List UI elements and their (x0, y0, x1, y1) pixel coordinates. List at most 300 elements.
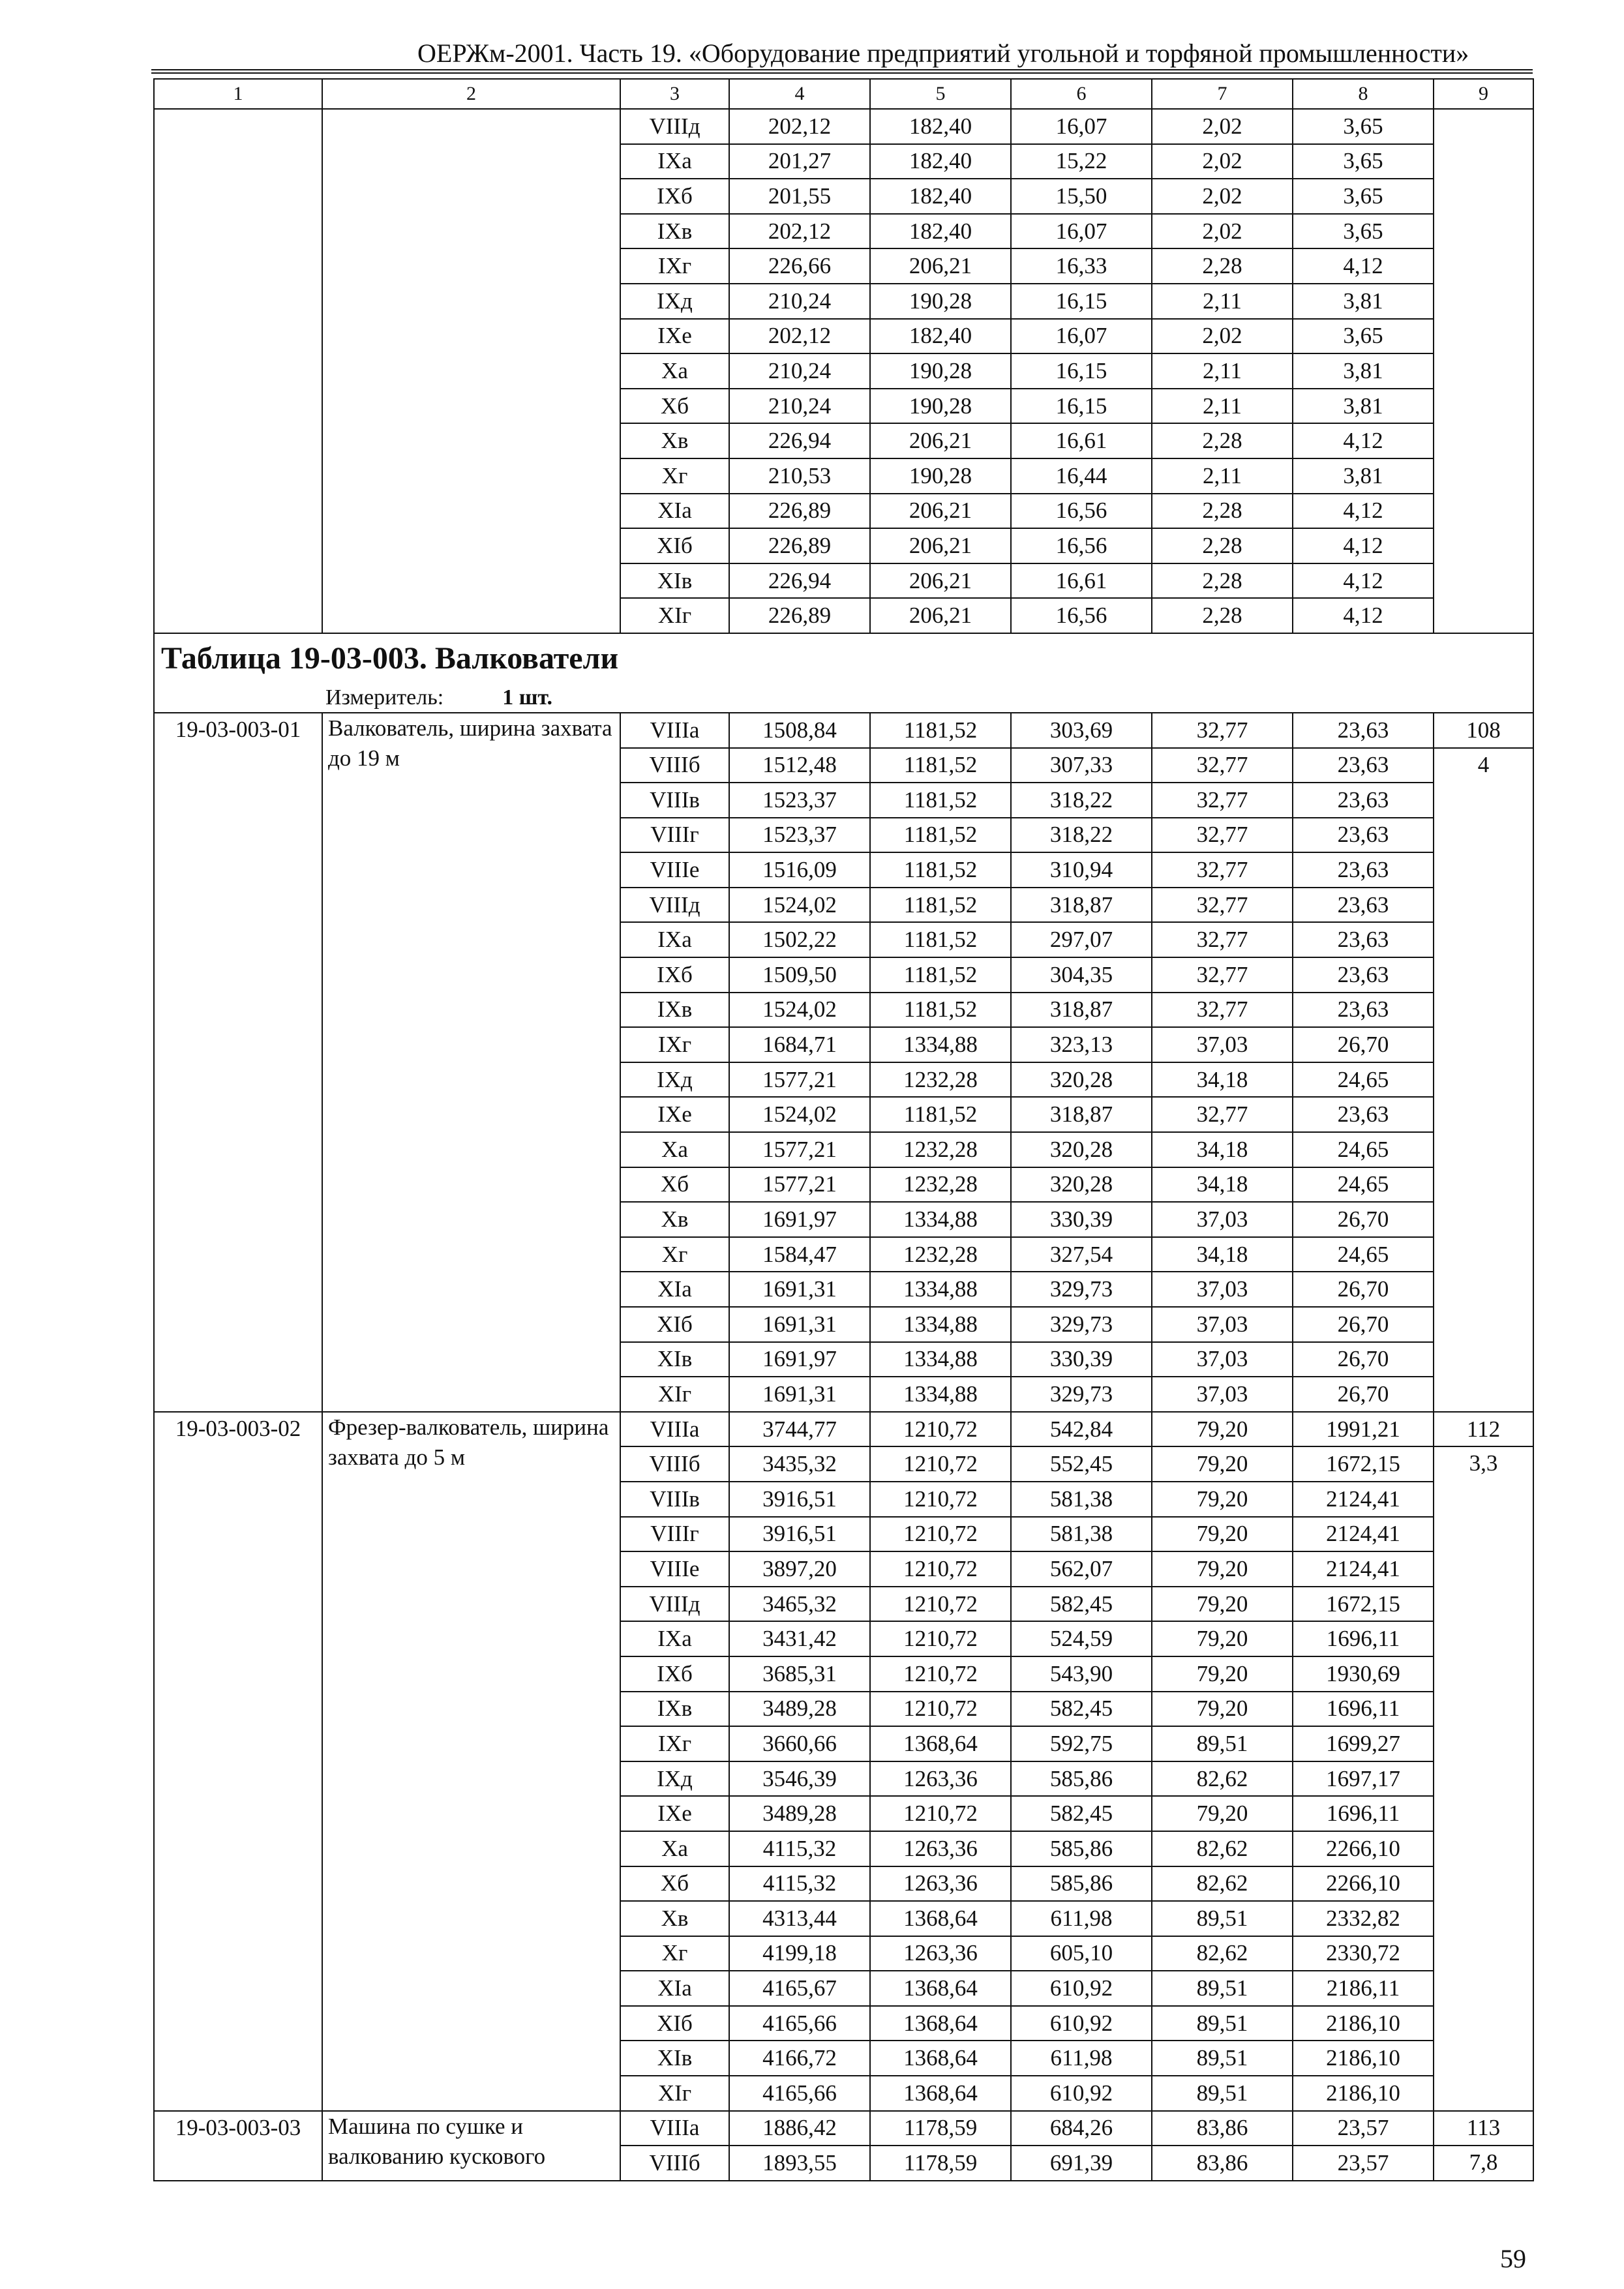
value-cell: 89,51 (1152, 2006, 1293, 2041)
item-code: 19-03-003-01 (154, 713, 322, 1412)
table-row (154, 2111, 1533, 2146)
value-cell: 32,77 (1152, 957, 1293, 993)
value-cell: 34,18 (1152, 1062, 1293, 1098)
value-cell: 1263,36 (870, 1831, 1011, 1866)
value-cell: 23,63 (1293, 748, 1434, 783)
value-cell: 34,18 (1152, 1132, 1293, 1167)
value-cell: 4313,44 (729, 1901, 870, 1936)
header-rule-2 (151, 72, 1533, 74)
value-cell: 79,20 (1152, 1621, 1293, 1656)
value-cell: 1334,88 (870, 1272, 1011, 1307)
value-cell: 226,89 (729, 598, 870, 633)
value-cell: 79,20 (1152, 1517, 1293, 1552)
zone-cell: VIIIб (620, 748, 729, 783)
value-cell: 304,35 (1011, 957, 1152, 993)
value-cell: 2186,11 (1293, 1971, 1434, 2006)
value-cell: 1210,72 (870, 1692, 1011, 1727)
value-cell: 1502,22 (729, 922, 870, 957)
value-cell: 82,62 (1152, 1831, 1293, 1866)
value-cell: 89,51 (1152, 1726, 1293, 1761)
zone-cell: IXг (620, 1726, 729, 1761)
value-cell: 585,86 (1011, 1761, 1152, 1797)
value-cell: 1334,88 (870, 1027, 1011, 1062)
value-cell: 610,92 (1011, 2076, 1152, 2111)
zone-cell: IXа (620, 144, 729, 179)
value-cell: 16,07 (1011, 109, 1152, 144)
value-cell: 2,28 (1152, 248, 1293, 284)
value-cell: 4165,66 (729, 2076, 870, 2111)
value-cell: 2,02 (1152, 144, 1293, 179)
value-cell: 23,63 (1293, 993, 1434, 1028)
value-cell: 89,51 (1152, 2041, 1293, 2076)
zone-cell: XIг (620, 2076, 729, 2111)
value-cell: 2,02 (1152, 109, 1293, 144)
value-cell: 226,89 (729, 528, 870, 563)
value-cell: 16,07 (1011, 214, 1152, 249)
value-cell: 3489,28 (729, 1796, 870, 1831)
value-cell: 318,22 (1011, 783, 1152, 818)
value-cell: 2,28 (1152, 423, 1293, 458)
value-cell: 37,03 (1152, 1202, 1293, 1237)
value-cell: 3744,77 (729, 1412, 870, 1447)
value-cell: 320,28 (1011, 1167, 1152, 1203)
value-cell: 1210,72 (870, 1551, 1011, 1587)
value-cell: 1930,69 (1293, 1656, 1434, 1692)
value-cell: 2,11 (1152, 458, 1293, 494)
value-cell: 2,28 (1152, 598, 1293, 633)
value-cell: 190,28 (870, 284, 1011, 319)
zone-cell: XIа (620, 494, 729, 529)
col9-value: 7,8 (1434, 2146, 1533, 2181)
value-cell: 16,61 (1011, 563, 1152, 599)
value-cell: 2,02 (1152, 214, 1293, 249)
column-number: 7 (1152, 79, 1293, 109)
value-cell: 206,21 (870, 563, 1011, 599)
value-cell: 1210,72 (870, 1412, 1011, 1447)
value-cell: 1524,02 (729, 888, 870, 923)
value-cell: 1368,64 (870, 1901, 1011, 1936)
value-cell: 1181,52 (870, 1097, 1011, 1132)
value-cell: 3897,20 (729, 1551, 870, 1587)
column-number: 2 (322, 79, 620, 109)
value-cell: 310,94 (1011, 852, 1152, 888)
value-cell: 1584,47 (729, 1237, 870, 1272)
value-cell: 24,65 (1293, 1167, 1434, 1203)
value-cell: 16,56 (1011, 494, 1152, 529)
value-cell: 4166,72 (729, 2041, 870, 2076)
value-cell: 4,12 (1293, 528, 1434, 563)
value-cell: 23,63 (1293, 957, 1434, 993)
value-cell: 610,92 (1011, 2006, 1152, 2041)
value-cell: 1334,88 (870, 1342, 1011, 1377)
value-cell: 23,57 (1293, 2146, 1434, 2181)
value-cell: 16,15 (1011, 389, 1152, 424)
value-cell: 1178,59 (870, 2146, 1011, 2181)
value-cell: 1368,64 (870, 2041, 1011, 2076)
value-cell: 201,55 (729, 179, 870, 214)
zone-cell: VIIIв (620, 1482, 729, 1517)
value-cell: 1210,72 (870, 1656, 1011, 1692)
value-cell: 1577,21 (729, 1167, 870, 1203)
table-title: Таблица 19-03-003. Валкователи (161, 640, 619, 676)
value-cell: 1368,64 (870, 2076, 1011, 2111)
zone-cell: IXе (620, 319, 729, 354)
value-cell: 26,70 (1293, 1377, 1434, 1412)
value-cell: 581,38 (1011, 1482, 1152, 1517)
value-cell: 1368,64 (870, 1726, 1011, 1761)
value-cell: 1691,31 (729, 1377, 870, 1412)
value-cell: 1210,72 (870, 1587, 1011, 1622)
zone-cell: VIIIе (620, 1551, 729, 1587)
zone-cell: XIб (620, 2006, 729, 2041)
value-cell: 23,63 (1293, 1097, 1434, 1132)
value-cell: 190,28 (870, 458, 1011, 494)
value-cell: 23,63 (1293, 922, 1434, 957)
table-title-cell (154, 633, 1533, 713)
unit-label: Измеритель: (325, 685, 444, 710)
value-cell: 1696,11 (1293, 1692, 1434, 1727)
value-cell: 2124,41 (1293, 1482, 1434, 1517)
value-cell: 190,28 (870, 389, 1011, 424)
item-name: Валкователь, ширина захвата до 19 м (322, 713, 620, 1412)
value-cell: 1178,59 (870, 2111, 1011, 2146)
value-cell: 1210,72 (870, 1446, 1011, 1482)
zone-cell: VIIIг (620, 818, 729, 853)
value-cell: 37,03 (1152, 1342, 1293, 1377)
value-cell: 3685,31 (729, 1656, 870, 1692)
value-cell: 1181,52 (870, 888, 1011, 923)
value-cell: 210,24 (729, 284, 870, 319)
value-cell: 610,92 (1011, 1971, 1152, 2006)
value-cell: 190,28 (870, 353, 1011, 389)
value-cell: 26,70 (1293, 1202, 1434, 1237)
value-cell: 1696,11 (1293, 1796, 1434, 1831)
value-cell: 4115,32 (729, 1831, 870, 1866)
value-cell: 1893,55 (729, 2146, 870, 2181)
value-cell: 329,73 (1011, 1377, 1152, 1412)
value-cell: 23,63 (1293, 783, 1434, 818)
value-cell: 16,15 (1011, 353, 1152, 389)
value-cell: 4165,66 (729, 2006, 870, 2041)
value-cell: 1523,37 (729, 783, 870, 818)
value-cell: 32,77 (1152, 748, 1293, 783)
col9-value: 4 (1434, 748, 1533, 1412)
value-cell: 83,86 (1152, 2146, 1293, 2181)
value-cell: 34,18 (1152, 1167, 1293, 1203)
zone-cell: VIIIб (620, 1446, 729, 1482)
column-number: 1 (154, 79, 322, 109)
value-cell: 32,77 (1152, 852, 1293, 888)
zone-cell: IXе (620, 1796, 729, 1831)
value-cell: 2,28 (1152, 528, 1293, 563)
value-cell: 3,65 (1293, 214, 1434, 249)
value-cell: 1516,09 (729, 852, 870, 888)
value-cell: 23,63 (1293, 818, 1434, 853)
value-cell: 1232,28 (870, 1062, 1011, 1098)
value-cell: 24,65 (1293, 1132, 1434, 1167)
column-number: 4 (729, 79, 870, 109)
value-cell: 83,86 (1152, 2111, 1293, 2146)
value-cell: 32,77 (1152, 922, 1293, 957)
zone-cell: IXе (620, 1097, 729, 1132)
col9-value: 113 (1434, 2111, 1533, 2146)
value-cell: 79,20 (1152, 1551, 1293, 1587)
value-cell: 1524,02 (729, 993, 870, 1028)
zone-cell: XIв (620, 563, 729, 599)
value-cell: 37,03 (1152, 1377, 1293, 1412)
value-cell: 320,28 (1011, 1132, 1152, 1167)
zone-cell: Xа (620, 1831, 729, 1866)
value-cell: 206,21 (870, 494, 1011, 529)
value-cell: 330,39 (1011, 1342, 1152, 1377)
zone-cell: Xв (620, 423, 729, 458)
value-cell: 15,50 (1011, 179, 1152, 214)
value-cell: 16,33 (1011, 248, 1152, 284)
value-cell: 4,12 (1293, 598, 1434, 633)
value-cell: 2,11 (1152, 389, 1293, 424)
value-cell: 2186,10 (1293, 2041, 1434, 2076)
value-cell: 23,63 (1293, 713, 1434, 748)
value-cell: 26,70 (1293, 1307, 1434, 1342)
value-cell: 79,20 (1152, 1446, 1293, 1482)
value-cell: 82,62 (1152, 1761, 1293, 1797)
value-cell: 3,65 (1293, 144, 1434, 179)
zone-cell: XIа (620, 1971, 729, 2006)
value-cell: 16,44 (1011, 458, 1152, 494)
zone-cell: Xв (620, 1202, 729, 1237)
value-cell: 605,10 (1011, 1936, 1152, 1971)
value-cell: 4199,18 (729, 1936, 870, 1971)
value-cell: 202,12 (729, 109, 870, 144)
value-cell: 3,65 (1293, 109, 1434, 144)
value-cell: 1368,64 (870, 1971, 1011, 2006)
value-cell: 1181,52 (870, 818, 1011, 853)
value-cell: 3431,42 (729, 1621, 870, 1656)
value-cell: 3,65 (1293, 319, 1434, 354)
zone-cell: VIIIв (620, 783, 729, 818)
zone-cell: XIв (620, 1342, 729, 1377)
value-cell: 4115,32 (729, 1866, 870, 1902)
value-cell: 202,12 (729, 214, 870, 249)
value-cell: 37,03 (1152, 1307, 1293, 1342)
value-cell: 2,02 (1152, 179, 1293, 214)
table-title-row (154, 633, 1533, 713)
zone-cell: VIIIд (620, 1587, 729, 1622)
value-cell: 1232,28 (870, 1132, 1011, 1167)
item-code: 19-03-003-02 (154, 1412, 322, 2111)
value-cell: 2186,10 (1293, 2006, 1434, 2041)
zone-cell: IXв (620, 214, 729, 249)
value-cell: 4165,67 (729, 1971, 870, 2006)
zone-cell: Xа (620, 1132, 729, 1167)
value-cell: 1512,48 (729, 748, 870, 783)
unit-line (155, 676, 1533, 710)
value-cell: 543,90 (1011, 1656, 1152, 1692)
zone-cell: IXд (620, 1062, 729, 1098)
value-cell: 4,12 (1293, 248, 1434, 284)
value-cell: 562,07 (1011, 1551, 1152, 1587)
value-cell: 1210,72 (870, 1517, 1011, 1552)
value-cell: 1691,31 (729, 1307, 870, 1342)
column-number: 9 (1434, 79, 1533, 109)
value-cell: 16,15 (1011, 284, 1152, 319)
col9-value: 3,3 (1434, 1446, 1533, 2110)
value-cell: 2,28 (1152, 494, 1293, 529)
column-number-row (154, 79, 1533, 109)
value-cell: 329,73 (1011, 1272, 1152, 1307)
col9-value: 108 (1434, 713, 1533, 748)
column-number: 6 (1011, 79, 1152, 109)
value-cell: 182,40 (870, 144, 1011, 179)
zone-cell: IXд (620, 284, 729, 319)
zone-cell: Xг (620, 1936, 729, 1971)
zone-cell: XIб (620, 528, 729, 563)
value-cell: 182,40 (870, 319, 1011, 354)
value-cell: 182,40 (870, 214, 1011, 249)
value-cell: 1691,97 (729, 1202, 870, 1237)
col9-cell (1434, 109, 1533, 633)
zone-cell: XIг (620, 598, 729, 633)
value-cell: 32,77 (1152, 888, 1293, 923)
value-cell: 611,98 (1011, 1901, 1152, 1936)
zone-cell: Xб (620, 1167, 729, 1203)
value-cell: 327,54 (1011, 1237, 1152, 1272)
value-cell: 79,20 (1152, 1656, 1293, 1692)
value-cell: 3,81 (1293, 458, 1434, 494)
value-cell: 585,86 (1011, 1831, 1152, 1866)
value-cell: 1334,88 (870, 1202, 1011, 1237)
value-cell: 79,20 (1152, 1482, 1293, 1517)
value-cell: 82,62 (1152, 1866, 1293, 1902)
value-cell: 1509,50 (729, 957, 870, 993)
code-cell (154, 109, 322, 633)
value-cell: 26,70 (1293, 1027, 1434, 1062)
value-cell: 79,20 (1152, 1412, 1293, 1447)
value-cell: 32,77 (1152, 818, 1293, 853)
value-cell: 691,39 (1011, 2146, 1152, 2181)
value-cell: 1886,42 (729, 2111, 870, 2146)
zone-cell: VIIIг (620, 1517, 729, 1552)
page-number: 59 (1500, 2244, 1526, 2273)
value-cell: 202,12 (729, 319, 870, 354)
value-cell: 23,63 (1293, 888, 1434, 923)
value-cell: 318,22 (1011, 818, 1152, 853)
value-cell: 1699,27 (1293, 1726, 1434, 1761)
value-cell: 2,02 (1152, 319, 1293, 354)
value-cell: 32,77 (1152, 783, 1293, 818)
value-cell: 26,70 (1293, 1342, 1434, 1377)
value-cell: 1232,28 (870, 1167, 1011, 1203)
value-cell: 1697,17 (1293, 1761, 1434, 1797)
value-cell: 2330,72 (1293, 1936, 1434, 1971)
value-cell: 226,66 (729, 248, 870, 284)
value-cell: 226,94 (729, 563, 870, 599)
value-cell: 297,07 (1011, 922, 1152, 957)
value-cell: 206,21 (870, 248, 1011, 284)
value-cell: 323,13 (1011, 1027, 1152, 1062)
column-number: 5 (870, 79, 1011, 109)
value-cell: 206,21 (870, 528, 1011, 563)
value-cell: 79,20 (1152, 1796, 1293, 1831)
zone-cell: VIIIд (620, 109, 729, 144)
value-cell: 16,56 (1011, 598, 1152, 633)
item-name: Фрезер-валкователь, ширина захвата до 5 м (322, 1412, 620, 2111)
value-cell: 1181,52 (870, 922, 1011, 957)
zone-cell: VIIIб (620, 2146, 729, 2181)
value-cell: 1334,88 (870, 1377, 1011, 1412)
value-cell: 210,24 (729, 353, 870, 389)
value-cell: 82,62 (1152, 1936, 1293, 1971)
price-table (153, 78, 1534, 2181)
value-cell: 26,70 (1293, 1272, 1434, 1307)
running-header: ОЕРЖм-2001. Часть 19. «Оборудование предприятий угольной и торфяной промышленности» (417, 38, 1469, 68)
value-cell: 3,81 (1293, 284, 1434, 319)
value-cell: 1523,37 (729, 818, 870, 853)
value-cell: 1508,84 (729, 713, 870, 748)
value-cell: 182,40 (870, 109, 1011, 144)
value-cell: 320,28 (1011, 1062, 1152, 1098)
value-cell: 1181,52 (870, 852, 1011, 888)
zone-cell: IXв (620, 993, 729, 1028)
value-cell: 2124,41 (1293, 1517, 1434, 1552)
value-cell: 2,11 (1152, 284, 1293, 319)
value-cell: 1691,97 (729, 1342, 870, 1377)
value-cell: 2266,10 (1293, 1866, 1434, 1902)
value-cell: 581,38 (1011, 1517, 1152, 1552)
value-cell: 37,03 (1152, 1272, 1293, 1307)
value-cell: 592,75 (1011, 1726, 1152, 1761)
col9-value: 112 (1434, 1412, 1533, 1447)
value-cell: 552,45 (1011, 1446, 1152, 1482)
value-cell: 2332,82 (1293, 1901, 1434, 1936)
zone-cell: VIIIе (620, 852, 729, 888)
value-cell: 79,20 (1152, 1587, 1293, 1622)
value-cell: 3,81 (1293, 353, 1434, 389)
zone-cell: XIб (620, 1307, 729, 1342)
value-cell: 37,03 (1152, 1027, 1293, 1062)
value-cell: 226,89 (729, 494, 870, 529)
value-cell: 32,77 (1152, 1097, 1293, 1132)
value-cell: 1263,36 (870, 1936, 1011, 1971)
value-cell: 201,27 (729, 144, 870, 179)
zone-cell: IXб (620, 179, 729, 214)
value-cell: 210,24 (729, 389, 870, 424)
value-cell: 1263,36 (870, 1761, 1011, 1797)
zone-cell: VIIIд (620, 888, 729, 923)
value-cell: 318,87 (1011, 1097, 1152, 1132)
value-cell: 24,65 (1293, 1062, 1434, 1098)
value-cell: 3489,28 (729, 1692, 870, 1727)
value-cell: 1210,72 (870, 1482, 1011, 1517)
value-cell: 1672,15 (1293, 1446, 1434, 1482)
zone-cell: VIIIа (620, 1412, 729, 1447)
zone-cell: IXд (620, 1761, 729, 1797)
value-cell: 24,65 (1293, 1237, 1434, 1272)
zone-cell: Xб (620, 389, 729, 424)
value-cell: 206,21 (870, 423, 1011, 458)
zone-cell: Xв (620, 1901, 729, 1936)
table-row (154, 109, 1533, 144)
value-cell: 15,22 (1011, 144, 1152, 179)
value-cell: 1181,52 (870, 993, 1011, 1028)
zone-cell: VIIIа (620, 2111, 729, 2146)
value-cell: 1263,36 (870, 1866, 1011, 1902)
value-cell: 1181,52 (870, 713, 1011, 748)
value-cell: 206,21 (870, 598, 1011, 633)
table-row (154, 713, 1533, 748)
value-cell: 89,51 (1152, 1971, 1293, 2006)
value-cell: 1232,28 (870, 1237, 1011, 1272)
